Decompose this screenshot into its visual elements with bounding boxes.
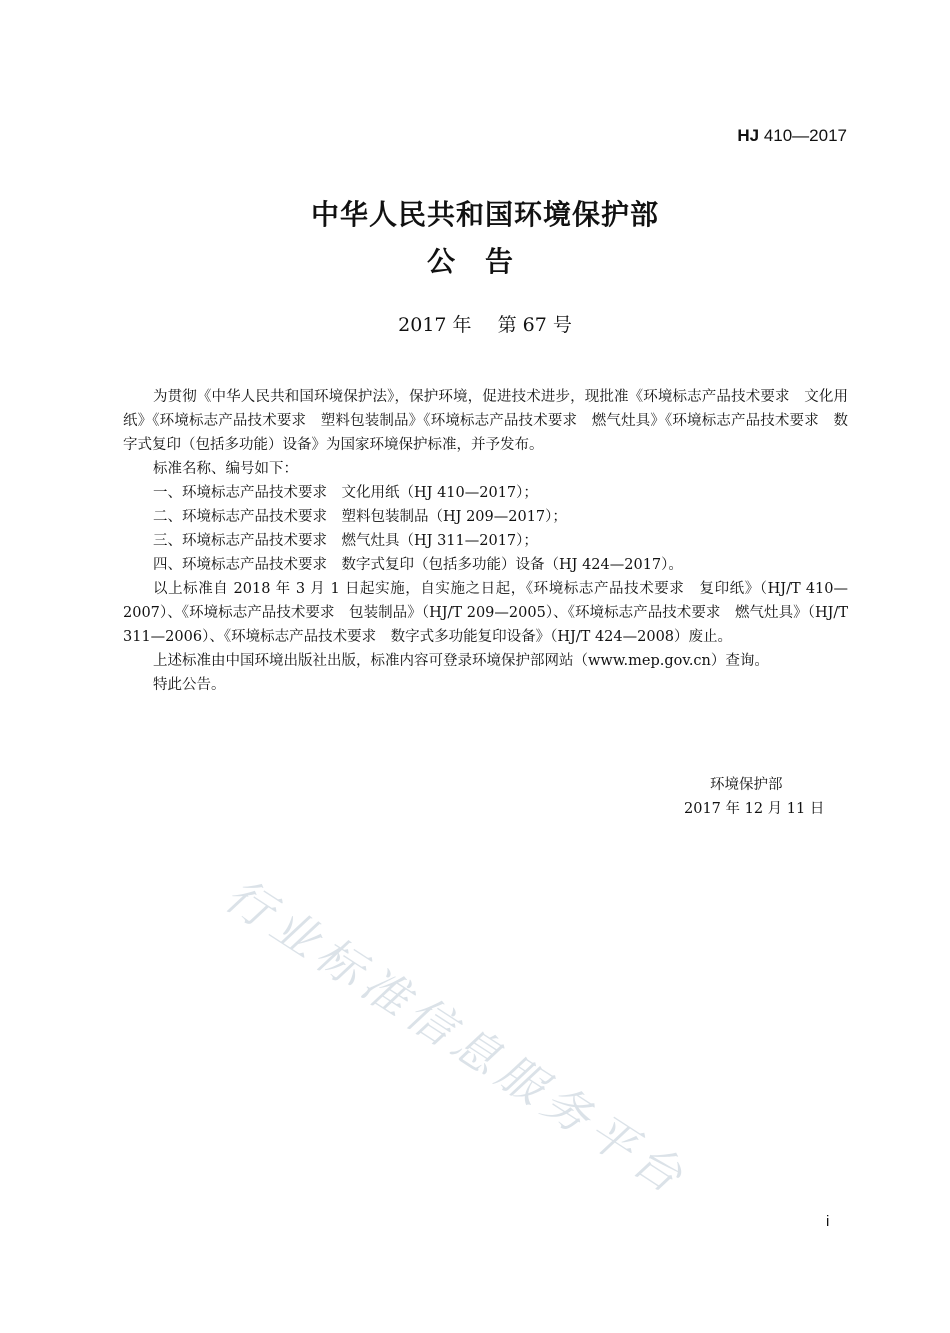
issue-line	[0, 310, 950, 337]
standard-number: 410—2017	[763, 126, 847, 145]
publisher-paragraph: 上述标准由中国环境出版社出版，标准内容可登录环境保护部网站（www.mep.gov.cn）查询。	[153, 653, 769, 669]
page-subtitle: 公告	[426, 245, 543, 278]
announcement-body	[123, 385, 848, 697]
issue-number: 第 67 号	[497, 314, 572, 336]
page-title: 中华人民共和国环境保护部	[310, 198, 659, 231]
watermark: 行业标准信息服务平台	[215, 867, 698, 1207]
list-item: 四、环境标志产品技术要求 数字式复印（包括多功能）设备（HJ 424—2017）。	[153, 557, 683, 573]
list-item: 二、环境标志产品技术要求 塑料包装制品（HJ 209—2017）；	[153, 509, 567, 525]
closing-line: 特此公告。	[153, 677, 226, 693]
list-item: 三、环境标志产品技术要求 燃气灶具（HJ 311—2017）；	[153, 533, 538, 549]
issue-year: 2017 年	[398, 314, 472, 336]
page-number: i	[826, 1213, 830, 1230]
effective-paragraph: 以上标准自 2018 年 3 月 1 日起实施，自实施之日起，《环境标志产品技术要求 复印纸》（HJ/T 410—2007）、《环境标志产品技术要求 包装制品》（HJ/T 209—2005）、《环境标志产品技术要求 燃气灶具》（HJ/T 311—2006）、《环境标志产品技术要求 数字式多功能复印设备》（HJ/T 424—2008）废止。	[123, 581, 848, 645]
intro-paragraph: 为贯彻《中华人民共和国环境保护法》，保护环境，促进技术进步，现批准《环境标志产品技术要求 文化用纸》《环境标志产品技术要求 塑料包装制品》《环境标志产品技术要求 燃气灶具》《环境标志产品技术要求 数字式复印（包括多功能）设备》为国家环境保护标准，并予发布。	[123, 389, 848, 453]
standard-code	[737, 126, 847, 146]
signature-date: 2017 年 12 月 11 日	[684, 801, 825, 817]
signature-org: 环境保护部	[710, 777, 783, 793]
list-heading: 标准名称、编号如下：	[153, 461, 298, 477]
list-item: 一、环境标志产品技术要求 文化用纸（HJ 410—2017）；	[153, 485, 538, 501]
standard-prefix: HJ	[737, 126, 760, 145]
